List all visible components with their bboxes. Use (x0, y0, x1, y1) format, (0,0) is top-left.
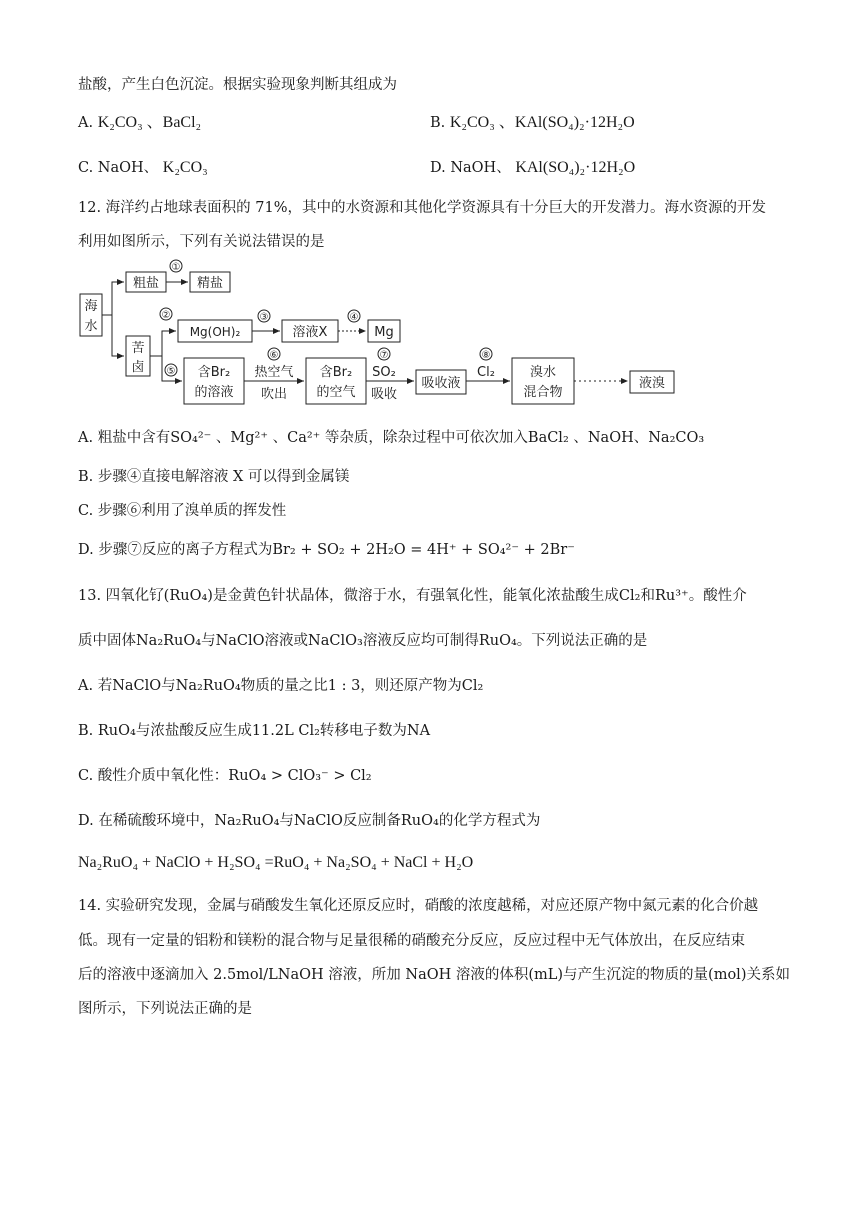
q14-stem-line4: 图所示，下列说法正确的是 (78, 1001, 252, 1017)
q11-option-b[interactable] (430, 113, 635, 133)
q12-stem-line2: 利用如图所示，下列有关说法错误的是 (78, 234, 325, 250)
q11-option-d[interactable] (430, 158, 635, 178)
q11-option-c[interactable] (78, 158, 208, 178)
option-formula: K₂CO₃ 、BaCl₂ (97, 114, 202, 131)
step-1-label: ① (171, 262, 181, 273)
bittern-label-2: 卤 (131, 360, 145, 375)
option-label: A. (78, 115, 94, 131)
seawater-process-diagram (78, 258, 678, 408)
br2-air-label-1: 含Br₂ (319, 365, 353, 380)
step-3-label: ③ (259, 312, 269, 323)
q14-stem-line2: 低。现有一定量的铝粉和镁粉的混合物与足量很稀的硝酸充分反应，反应过程中无气体放出，在反应结束 (78, 933, 745, 949)
q12-stem-line1: 12. 海洋约占地球表面积的 71%，其中的水资源和其他化学资源具有十分巨大的开发潜力。海水资源的开发 (78, 200, 767, 216)
br2-solution-label-1: 含Br₂ (197, 365, 231, 380)
mg-label: Mg (374, 325, 394, 340)
bromine-water-label-2: 混合物 (523, 385, 563, 400)
bittern-label-1: 苦 (131, 341, 145, 356)
q13-option-d[interactable]: D. 在稀硫酸环境中，Na₂RuO₄与NaClO反应制备RuO₄的化学方程式为 (78, 813, 541, 829)
q13-option-c[interactable]: C. 酸性介质中氧化性：RuO₄ > ClO₃⁻ > Cl₂ (78, 768, 372, 784)
crude-salt-label: 粗盐 (132, 276, 160, 291)
so2-label: SO₂ (372, 365, 396, 380)
cl2-label: Cl₂ (477, 365, 495, 380)
step-4-label: ④ (349, 312, 359, 323)
q13-option-a[interactable]: A. 若NaClO与Na₂RuO₄物质的量之比1 : 3，则还原产物为Cl₂ (78, 678, 484, 694)
q13-option-b[interactable]: B. RuO₄与浓盐酸反应生成11.2L Cl₂转移电子数为NA (78, 723, 431, 739)
step-8-label: ⑧ (481, 350, 491, 361)
hot-air-label-2: 吹出 (260, 387, 288, 402)
q12-option-a[interactable]: A. 粗盐中含有SO₄²⁻ 、Mg²⁺ 、Ca²⁺ 等杂质，除杂过程中可依次加入BaCl₂ 、NaOH、Na₂CO₃ (78, 430, 705, 446)
q11-tail: 盐酸，产生白色沉淀。根据实验现象判断其组成为 (78, 77, 397, 93)
q12-option-c[interactable]: C. 步骤⑥利用了溴单质的挥发性 (78, 503, 287, 519)
hot-air-label-1: 热空气 (254, 365, 294, 380)
so2-absorb-label: 吸收 (370, 387, 398, 402)
q14-stem-line1: 14. 实验研究发现，金属与硝酸发生氧化还原反应时，硝酸的浓度越稀，对应还原产物中氮元素的化合价越 (78, 898, 759, 914)
q12-option-b[interactable]: B. 步骤④直接电解溶液 X 可以得到金属镁 (78, 469, 350, 485)
q13-option-d-equation: Na₂RuO₄ + NaClO + H₂SO₄ =RuO₄ + Na₂SO₄ + NaCl + H₂O (78, 854, 474, 871)
step-6-label: ⑥ (269, 350, 279, 361)
bromine-water-label-1: 溴水 (529, 365, 557, 380)
solution-x-label: 溶液X (292, 325, 328, 340)
seawater-label-1: 海 (84, 299, 98, 314)
step-2-label: ② (161, 310, 171, 321)
absorb-liquid-label: 吸收液 (421, 376, 461, 391)
step-7-label: ⑦ (379, 350, 389, 361)
option-label: D. NaOH、 (430, 160, 511, 176)
option-label: B. (430, 115, 446, 131)
q11-option-a[interactable] (78, 113, 201, 133)
option-label: C. NaOH、 (78, 160, 159, 176)
option-formula: KAl(SO₄)₂·12H₂O (515, 159, 636, 176)
q14-stem-line3: 后的溶液中逐滴加入 2.5mol/LNaOH 溶液，所加 NaOH 溶液的体积(mL)与产生沉淀的物质的量(mol)关系如 (78, 967, 790, 983)
q12-option-d[interactable]: D. 步骤⑦反应的离子方程式为Br₂ + SO₂ + 2H₂O = 4H⁺ + SO₄²⁻ + 2Br⁻ (78, 542, 575, 558)
option-formula: K₂CO₃ 、KAl(SO₄)₂·12H₂O (449, 114, 635, 131)
br2-air-label-2: 的空气 (316, 385, 356, 400)
mgoh2-label: Mg(OH)₂ (189, 325, 241, 339)
q13-stem-line2: 质中固体Na₂RuO₄与NaClO溶液或NaClO₃溶液反应均可制得RuO₄。下列说法正确的是 (78, 633, 648, 649)
br2-solution-label-2: 的溶液 (194, 385, 234, 400)
fine-salt-label: 精盐 (196, 276, 224, 291)
q13-stem-line1: 13. 四氧化钌(RuO₄)是金黄色针状晶体，微溶于水，有强氧化性，能氧化浓盐酸生成Cl₂和Ru³⁺。酸性介 (78, 588, 747, 604)
step-5-label: ⑤ (166, 366, 176, 377)
liquid-bromine-label: 液溴 (638, 376, 666, 391)
seawater-label-2: 水 (84, 319, 98, 334)
option-formula: K₂CO₃ (162, 159, 208, 176)
